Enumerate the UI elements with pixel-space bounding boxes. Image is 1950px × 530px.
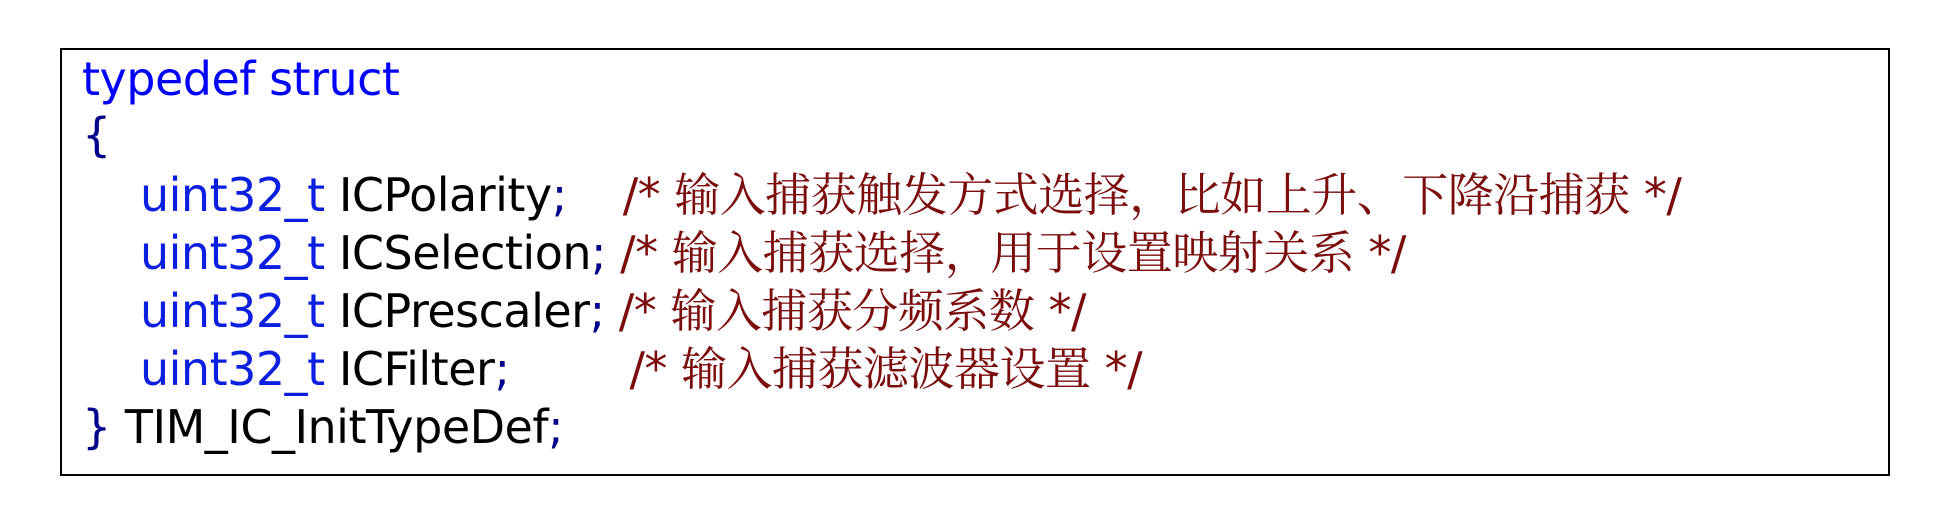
open-brace: { (82, 108, 111, 162)
code-line-typedef (82, 50, 399, 108)
field-semicolon: ; (589, 284, 605, 338)
field-type: uint32_t (140, 342, 325, 396)
field-type: uint32_t (140, 284, 325, 338)
field-semicolon: ; (551, 168, 567, 222)
closing-semicolon: ; (548, 400, 564, 454)
typedef-keyword: typedef struct (82, 52, 400, 106)
field-type: uint32_t (140, 226, 325, 280)
code-line-open-brace (82, 106, 111, 164)
code-line-field-icprescaler (140, 282, 1086, 340)
field-comment: /* 输入捕获选择，用于设置映射关系 */ (620, 226, 1406, 280)
field-type: uint32_t (140, 168, 325, 222)
code-line-field-icselection (140, 224, 1406, 282)
field-name: ICPrescaler (338, 284, 590, 338)
field-comment: /* 输入捕获分频系数 */ (618, 284, 1086, 338)
field-name: ICFilter (338, 342, 495, 396)
close-brace: } (82, 400, 111, 454)
code-line-field-icfilter (140, 340, 1142, 398)
field-semicolon: ; (591, 226, 606, 280)
code-line-field-icpolarity (140, 166, 1681, 224)
typedef-name: TIM_IC_InitTypeDef (124, 400, 549, 454)
field-name: ICSelection (338, 226, 591, 280)
field-comment: /* 输入捕获滤波器设置 */ (629, 342, 1143, 396)
code-line-closing (82, 398, 563, 456)
field-name: ICPolarity (338, 168, 552, 222)
field-comment: /* 输入捕获触发方式选择，比如上升、下降沿捕获 */ (622, 168, 1682, 222)
field-semicolon: ; (494, 342, 510, 396)
code-block (60, 48, 1890, 476)
